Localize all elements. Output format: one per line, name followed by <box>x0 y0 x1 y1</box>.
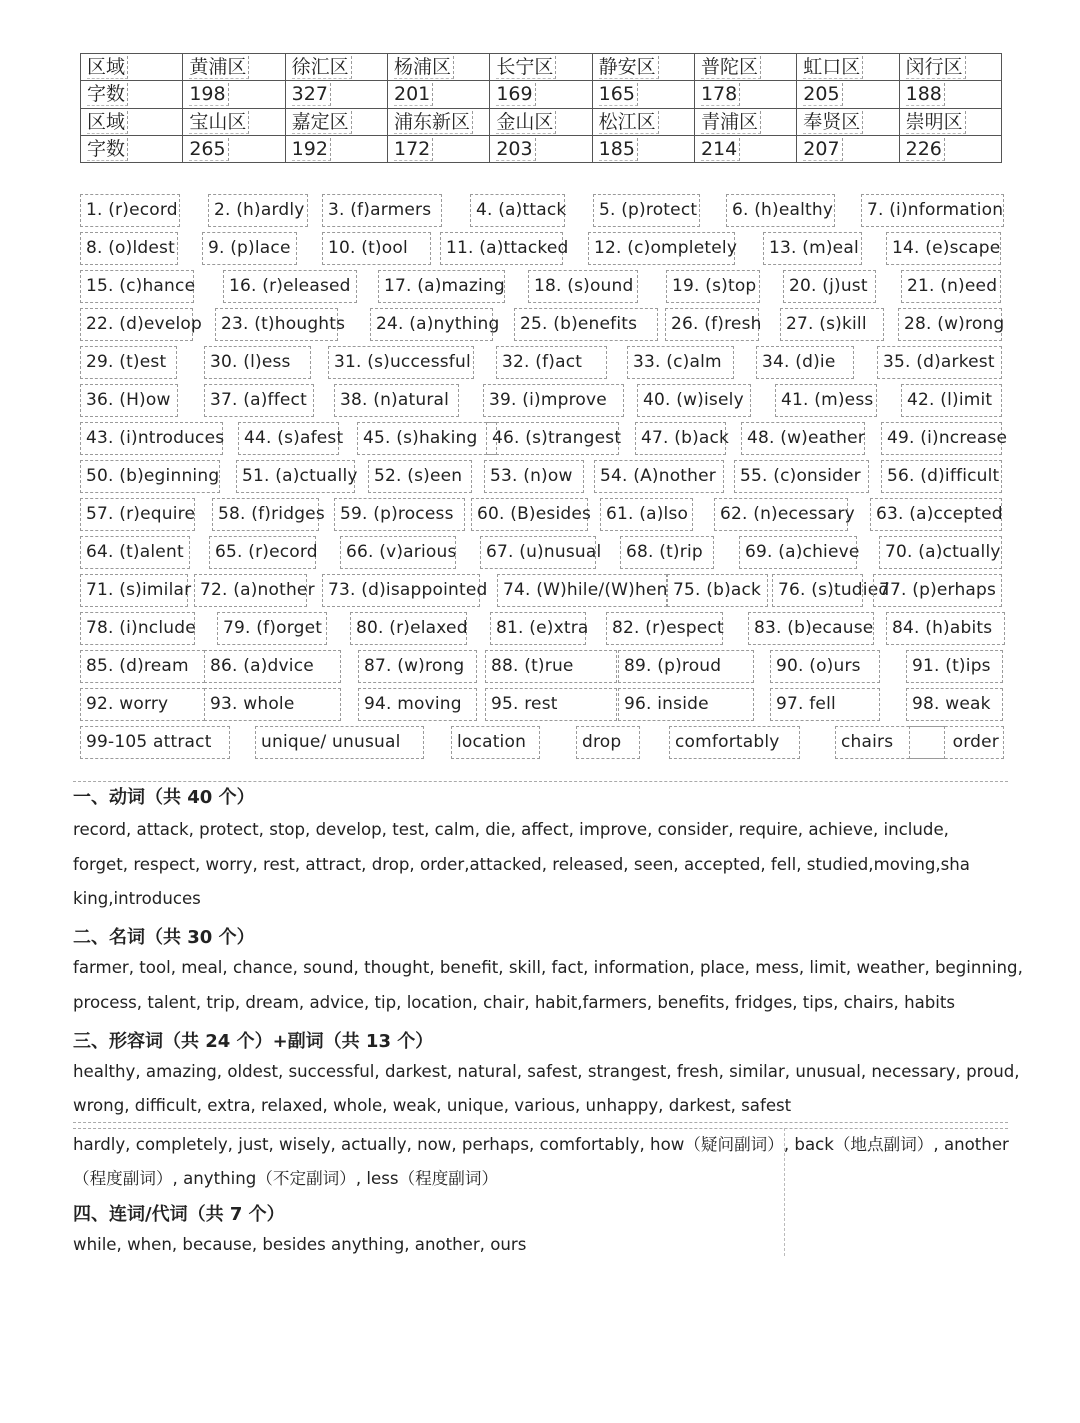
answer-row <box>80 612 1004 648</box>
district-table-cell-text: 205 <box>803 83 842 106</box>
answer-cell: 30. (l)ess <box>204 346 311 379</box>
answer-cell: 10. (t)ool <box>322 232 431 265</box>
answer-cell: 99-105 attract <box>80 726 230 759</box>
answer-cell: drop <box>576 726 640 759</box>
answer-cell: 36. (H)ow <box>80 384 178 417</box>
district-table-cell-text: 崇明区 <box>906 111 966 134</box>
answer-cell: 27. (s)kill <box>780 308 884 341</box>
answer-row <box>80 498 1004 534</box>
district-table-header-cell <box>81 108 183 135</box>
answer-cell: 47. (b)ack <box>635 422 726 455</box>
district-table-cell-text: 165 <box>599 83 638 106</box>
district-table-cell <box>183 81 285 108</box>
answer-cell: 64. (t)alent <box>80 536 190 569</box>
district-table-cell-text: 松江区 <box>599 111 659 134</box>
district-table-row <box>81 108 1002 135</box>
answer-cell: 1. (r)ecord <box>80 194 180 227</box>
answer-cell: 39. (i)mprove <box>483 384 624 417</box>
answer-cell: 88. (t)rue <box>485 650 617 683</box>
answer-cell: 69. (a)chieve <box>739 536 857 569</box>
answer-cell: 95. rest <box>485 688 617 721</box>
answer-cell: 21. (n)eed <box>901 270 1001 303</box>
district-table-cell <box>183 54 285 81</box>
district-table-cell-text: 青浦区 <box>701 111 761 134</box>
district-table-cell <box>285 108 387 135</box>
district-table-header-cell <box>81 135 183 162</box>
answer-cell: 83. (b)ecause <box>748 612 874 645</box>
district-table-cell <box>490 135 592 162</box>
dashed-divider <box>784 1128 785 1256</box>
district-table-cell <box>694 108 796 135</box>
answer-cell: 70. (a)ctually <box>879 536 1002 569</box>
answer-cell: unique/ unusual <box>255 726 424 759</box>
district-table-cell-text: 214 <box>701 138 740 161</box>
answer-cell: 41. (m)ess <box>775 384 877 417</box>
answer-cell: 59. (p)rocess <box>334 498 465 531</box>
district-table-cell <box>797 54 899 81</box>
district-table-cell <box>183 135 285 162</box>
district-table-cell <box>797 81 899 108</box>
district-table-cell-text: 普陀区 <box>701 56 761 79</box>
answer-cell: 72. (a)nother <box>194 574 307 607</box>
district-table-cell-text: 区域 <box>87 56 128 79</box>
answer-cell: chairs <box>835 726 945 759</box>
district-table-cell <box>592 108 694 135</box>
category-title-conj-pron: 四、连词/代词（共 7 个） <box>73 1204 285 1225</box>
answer-cell: 87. (w)rong <box>358 650 477 683</box>
answer-cell: 22. (d)evelop <box>80 308 193 341</box>
district-table-cell-text: 区域 <box>87 111 128 134</box>
district-table-cell <box>899 135 1001 162</box>
answer-cell: 52. (s)een <box>368 460 472 493</box>
district-table-cell-text: 嘉定区 <box>292 111 352 134</box>
answer-cell: 16. (r)eleased <box>223 270 357 303</box>
district-table-cell-text: 字数 <box>87 83 128 106</box>
answer-cell: 71. (s)imilar <box>80 574 188 607</box>
answer-cell: 73. (d)isappointed <box>322 574 480 607</box>
answer-cell: 94. moving <box>358 688 477 721</box>
answer-row <box>80 308 1004 344</box>
answer-row <box>80 232 1004 268</box>
district-table-cell-text: 327 <box>292 83 331 106</box>
answer-cell: 58. (f)ridges <box>212 498 319 531</box>
answer-cell: 29. (t)est <box>80 346 177 379</box>
category-word-line: hardly, completely, just, wisely, actually, now, perhaps, comfortably, how（疑问副词）, back（地点副词）, another <box>73 1135 1009 1154</box>
district-table-cell <box>490 108 592 135</box>
answer-cell: 93. whole <box>204 688 341 721</box>
district-table-cell-text: 浦东新区 <box>394 111 473 134</box>
answer-cell: 12. (c)ompletely <box>588 232 735 265</box>
district-table-cell-text: 杨浦区 <box>394 56 454 79</box>
district-table-cell-text: 226 <box>906 138 945 161</box>
answer-cell: 23. (t)houghts <box>215 308 338 341</box>
answer-cell: 42. (l)imit <box>901 384 1002 417</box>
district-table-row <box>81 135 1002 162</box>
answer-cell: 54. (A)nother <box>594 460 724 493</box>
answer-cell: 77. (p)erhaps <box>873 574 1002 607</box>
answer-cell: 51. (a)ctually <box>236 460 355 493</box>
answer-cell: 68. (t)rip <box>620 536 714 569</box>
district-table-cell-text: 闵行区 <box>906 56 966 79</box>
district-table-cell-text: 198 <box>189 83 228 106</box>
answer-cell: 14. (e)scape <box>886 232 1001 265</box>
answer-cell: comfortably <box>669 726 800 759</box>
answer-cell: 57. (r)equire <box>80 498 195 531</box>
answer-row <box>80 422 1008 458</box>
district-table-cell <box>694 135 796 162</box>
answer-row <box>80 726 1004 762</box>
answer-cell: 31. (s)uccessful <box>328 346 474 379</box>
answer-row <box>80 688 1004 724</box>
answer-cell: 15. (c)hance <box>80 270 194 303</box>
answer-cell: 92. worry <box>80 688 205 721</box>
district-table-header-cell <box>81 54 183 81</box>
category-word-line: record, attack, protect, stop, develop, test, calm, die, affect, improve, consider, require, achieve, include, <box>73 820 949 839</box>
answer-cell: 67. (u)nusual <box>480 536 596 569</box>
answer-cell: 76. (s)tudied <box>772 574 863 607</box>
answer-cell: 53. (n)ow <box>484 460 584 493</box>
answer-cell: 40. (w)isely <box>637 384 751 417</box>
district-table-cell-text: 201 <box>394 83 433 106</box>
answer-cell: 11. (a)ttacked <box>440 232 563 265</box>
answer-cell: 25. (b)enefits <box>514 308 658 341</box>
district-table-cell-text: 207 <box>803 138 842 161</box>
category-title-adj-adv: 三、形容词（共 24 个）+副词（共 13 个） <box>73 1031 434 1052</box>
answer-cell: order <box>909 726 1004 759</box>
answer-cell: 20. (j)ust <box>783 270 876 303</box>
district-table-cell-text: 203 <box>496 138 535 161</box>
answer-cell: 35. (d)arkest <box>877 346 1002 379</box>
district-table-row <box>81 81 1002 108</box>
category-word-line: farmer, tool, meal, chance, sound, thought, benefit, skill, fact, information, place, mess, limit, weather, beginning, <box>73 958 1023 977</box>
answer-cell: 43. (i)ntroduces <box>80 422 223 455</box>
district-table-cell-text: 185 <box>599 138 638 161</box>
answer-cell: 91. (t)ips <box>906 650 1003 683</box>
answer-cell: 55. (c)onsider <box>734 460 869 493</box>
answer-cell: 49. (i)ncrease <box>881 422 1002 455</box>
dashed-divider <box>73 1122 1008 1123</box>
district-table-cell <box>387 108 489 135</box>
answer-cell: 33. (c)alm <box>627 346 734 379</box>
district-table-cell <box>694 54 796 81</box>
answer-cell: 63. (a)ccepted <box>870 498 1002 531</box>
district-table-cell <box>285 81 387 108</box>
answer-cell: 60. (B)esides <box>471 498 588 531</box>
answer-row <box>80 346 1004 382</box>
category-word-line: king,introduces <box>73 889 201 908</box>
district-table-header-cell <box>81 81 183 108</box>
answer-cell: 26. (f)resh <box>665 308 759 341</box>
category-word-line: forget, respect, worry, rest, attract, drop, order,attacked, released, seen, accepted, fell, studied,moving,sha <box>73 855 970 874</box>
district-table-cell <box>592 54 694 81</box>
answer-cell: 46. (s)trangest <box>486 422 619 455</box>
district-table-cell <box>285 135 387 162</box>
answer-cell: 97. fell <box>770 688 880 721</box>
answer-cell: 45. (s)haking <box>357 422 497 455</box>
answer-cell: 74. (W)hile/(W)hen <box>497 574 667 607</box>
answer-cell: 32. (f)act <box>496 346 607 379</box>
dashed-divider <box>73 1128 1008 1129</box>
category-word-line: （程度副词）, anything（不定副词）, less（程度副词） <box>73 1169 499 1188</box>
answer-cell: 82. (r)espect <box>606 612 723 645</box>
district-word-count-table <box>80 53 1002 163</box>
answer-cell: 5. (p)rotect <box>593 194 700 227</box>
answer-cell: 84. (h)abits <box>886 612 1005 645</box>
answer-cell: 86. (a)dvice <box>204 650 341 683</box>
district-table-cell <box>899 81 1001 108</box>
dashed-divider <box>73 781 1008 782</box>
category-word-line: wrong, difficult, extra, relaxed, whole, weak, unique, various, unhappy, darkest, safest <box>73 1096 792 1115</box>
district-table-cell-text: 金山区 <box>496 111 556 134</box>
answer-cell: 98. weak <box>906 688 1003 721</box>
district-table-cell <box>797 135 899 162</box>
answer-cell: 17. (a)mazing <box>378 270 505 303</box>
district-table-cell <box>490 81 592 108</box>
answer-cell: 6. (h)ealthy <box>726 194 835 227</box>
answer-cell: 2. (h)ardly <box>208 194 308 227</box>
district-table-cell-text: 188 <box>906 83 945 106</box>
answer-row <box>80 574 1004 610</box>
answer-cell: 37. (a)ffect <box>204 384 314 417</box>
answer-cell: 85. (d)ream <box>80 650 205 683</box>
answer-cell: 28. (w)rong <box>898 308 1002 341</box>
district-table-cell <box>694 81 796 108</box>
district-table-cell <box>592 81 694 108</box>
district-table-cell-text: 奉贤区 <box>803 111 863 134</box>
answer-cell: 61. (a)lso <box>600 498 693 531</box>
answer-cell: 50. (b)eginning <box>80 460 220 493</box>
answer-cell: 34. (d)ie <box>756 346 854 379</box>
answer-cell: location <box>451 726 540 759</box>
category-word-line: process, talent, trip, dream, advice, tip, location, chair, habit,farmers, benefits, fridges, tips, chairs, habits <box>73 993 956 1012</box>
district-table-cell <box>797 108 899 135</box>
answer-cell: 56. (d)ifficult <box>881 460 1002 493</box>
district-table-cell-text: 静安区 <box>599 56 659 79</box>
answer-cell: 79. (f)orget <box>217 612 327 645</box>
category-word-line: healthy, amazing, oldest, successful, darkest, natural, safest, strangest, fresh, similar, unusual, necessary, proud, <box>73 1062 1020 1081</box>
answer-cell: 80. (r)elaxed <box>350 612 467 645</box>
answer-cell: 13. (m)eal <box>763 232 862 265</box>
answer-cell: 18. (s)ound <box>528 270 638 303</box>
district-table-cell-text: 172 <box>394 138 433 161</box>
answer-cell: 44. (s)afest <box>238 422 339 455</box>
district-table-cell <box>899 108 1001 135</box>
answer-cell: 38. (n)atural <box>334 384 459 417</box>
answer-row <box>80 650 1004 686</box>
district-table-cell-text: 192 <box>292 138 331 161</box>
district-table-cell <box>387 81 489 108</box>
answer-cell: 81. (e)xtra <box>490 612 586 645</box>
answer-row <box>80 194 1004 230</box>
answer-cell: 4. (a)ttack <box>470 194 565 227</box>
answer-row <box>80 384 1004 420</box>
answer-cell: 89. (p)roud <box>618 650 754 683</box>
answer-row <box>80 270 1004 306</box>
district-table-cell-text: 徐汇区 <box>292 56 352 79</box>
district-table-row <box>81 54 1002 81</box>
category-word-line: while, when, because, besides anything, another, ours <box>73 1235 527 1254</box>
answer-cell: 66. (v)arious <box>340 536 456 569</box>
district-table-cell-text: 宝山区 <box>189 111 249 134</box>
district-table-cell <box>183 108 285 135</box>
answer-cell: 24. (a)nything <box>370 308 493 341</box>
district-table-cell-text: 虹口区 <box>803 56 863 79</box>
district-table-cell <box>592 135 694 162</box>
answer-cell: 62. (n)ecessary <box>714 498 848 531</box>
district-table-cell-text: 178 <box>701 83 740 106</box>
category-title-verbs: 一、动词（共 40 个） <box>73 787 255 808</box>
answer-row <box>80 460 1004 496</box>
answer-cell: 90. (o)urs <box>770 650 880 683</box>
district-table-cell-text: 字数 <box>87 138 128 161</box>
district-table-cell-text: 169 <box>496 83 535 106</box>
answer-cell: 19. (s)top <box>666 270 760 303</box>
answer-cell: 96. inside <box>618 688 754 721</box>
district-table-cell <box>490 54 592 81</box>
answer-cell: 78. (i)nclude <box>80 612 195 645</box>
answer-row <box>80 536 1004 572</box>
district-table-cell-text: 265 <box>189 138 228 161</box>
answer-cell: 3. (f)armers <box>322 194 442 227</box>
district-table-cell <box>285 54 387 81</box>
district-table-cell-text: 黄浦区 <box>189 56 249 79</box>
answer-cell: 48. (w)eather <box>741 422 865 455</box>
answer-cell: 75. (b)ack <box>667 574 768 607</box>
district-table-cell <box>387 135 489 162</box>
district-table-cell <box>899 54 1001 81</box>
answer-cell: 9. (p)lace <box>202 232 297 265</box>
answer-cell: 7. (i)nformation <box>861 194 1004 227</box>
answer-cell: 8. (o)ldest <box>80 232 178 265</box>
answer-cell: 65. (r)ecord <box>209 536 316 569</box>
district-table-cell <box>387 54 489 81</box>
district-table-cell-text: 长宁区 <box>496 56 556 79</box>
category-title-nouns: 二、名词（共 30 个） <box>73 927 255 948</box>
